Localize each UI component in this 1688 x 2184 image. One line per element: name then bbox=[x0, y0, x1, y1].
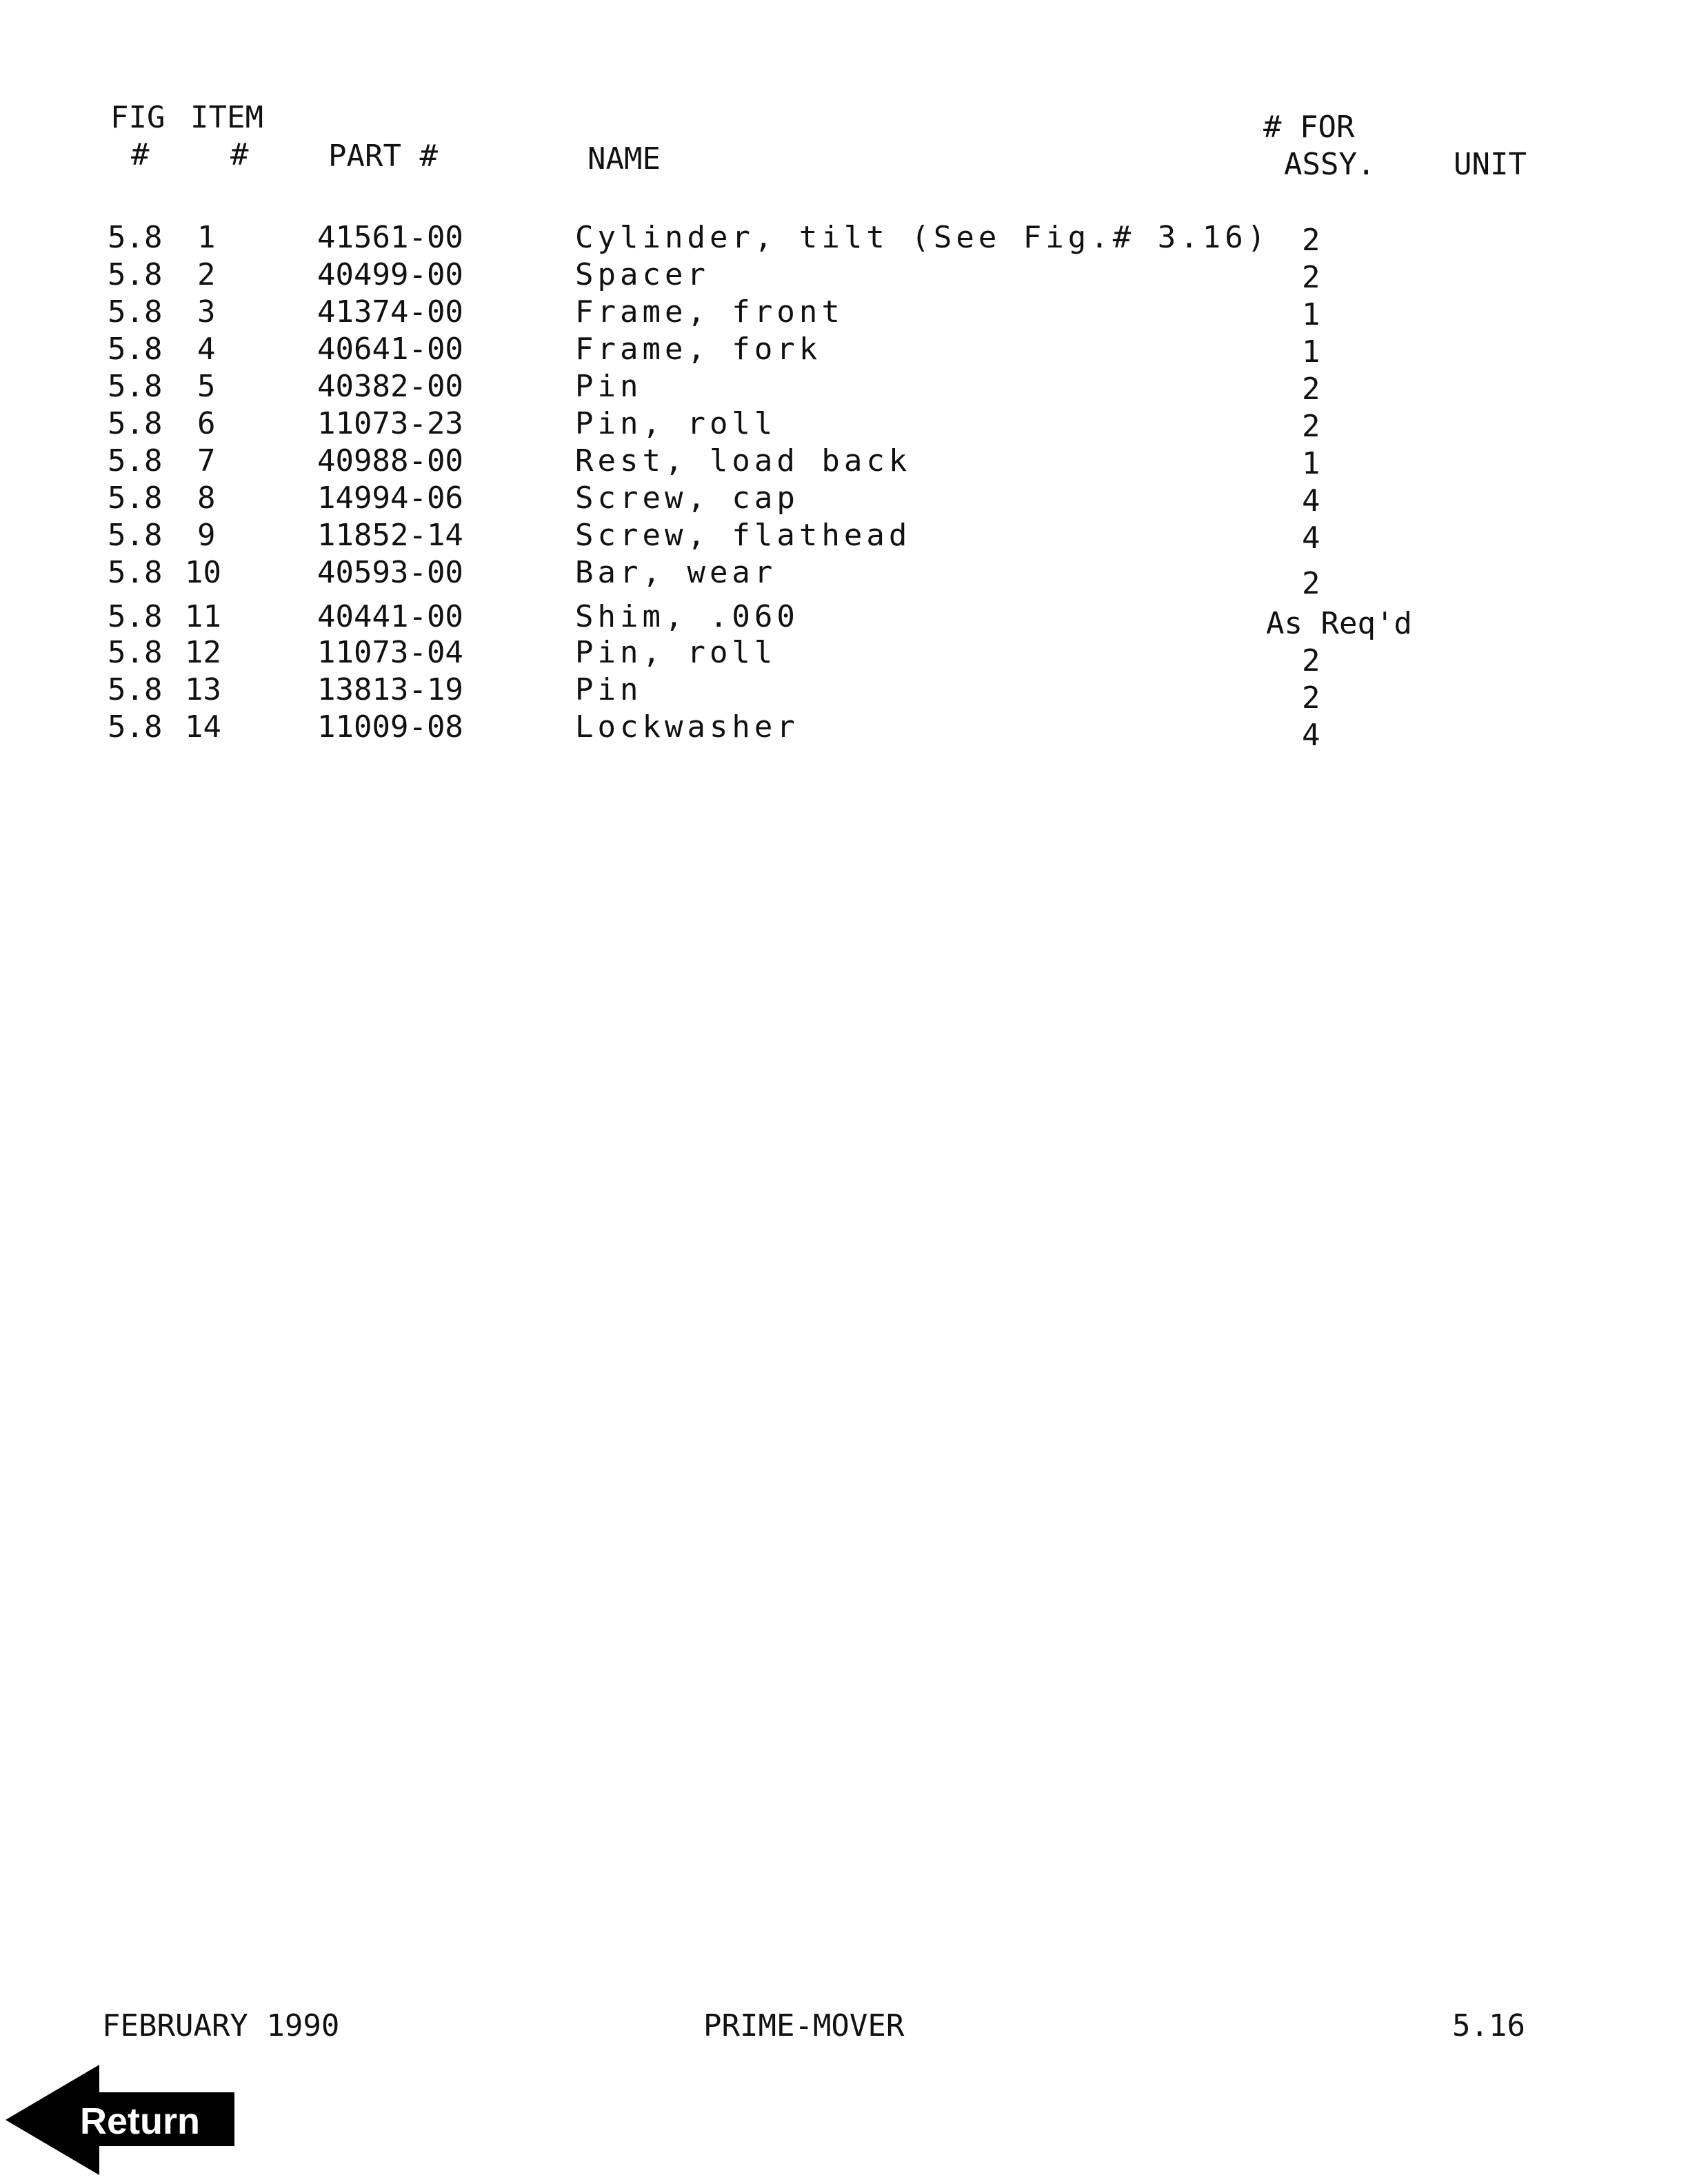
part-number: 40382-00 bbox=[317, 369, 463, 404]
header-item-label: ITEM bbox=[190, 100, 263, 135]
quantity-per-assembly: 4 bbox=[1302, 483, 1320, 518]
quantity-per-assembly: As Req'd bbox=[1266, 606, 1412, 641]
return-button[interactable] bbox=[6, 2065, 240, 2175]
part-number: 11852-14 bbox=[317, 518, 463, 553]
quantity-per-assembly: 2 bbox=[1302, 260, 1320, 295]
item-number: 13 bbox=[185, 672, 221, 707]
quantity-per-assembly: 2 bbox=[1302, 680, 1320, 716]
footer-page-number: 5.16 bbox=[1452, 2008, 1525, 2043]
part-name: Pin bbox=[575, 369, 643, 404]
fig-number: 5.8 bbox=[108, 518, 163, 553]
footer-title: PRIME-MOVER bbox=[703, 2008, 905, 2043]
quantity-per-assembly: 4 bbox=[1302, 520, 1320, 556]
header-fig-number-sign: # bbox=[131, 137, 150, 172]
part-name: Frame, fork bbox=[575, 332, 822, 367]
header-fig-label: FIG bbox=[110, 100, 165, 135]
fig-number: 5.8 bbox=[108, 406, 163, 441]
header-name: NAME bbox=[587, 141, 661, 176]
fig-number: 5.8 bbox=[108, 220, 163, 255]
fig-number: 5.8 bbox=[108, 555, 163, 590]
header-assy-label: ASSY. bbox=[1284, 147, 1376, 182]
fig-number: 5.8 bbox=[108, 709, 163, 745]
item-number: 12 bbox=[185, 635, 221, 670]
item-number: 2 bbox=[197, 257, 216, 292]
quantity-per-assembly: 1 bbox=[1302, 334, 1320, 370]
fig-number: 5.8 bbox=[108, 369, 163, 404]
fig-number: 5.8 bbox=[108, 257, 163, 292]
part-number: 40499-00 bbox=[317, 257, 463, 292]
part-name: Screw, cap bbox=[575, 481, 799, 516]
header-unit: UNIT bbox=[1454, 147, 1527, 182]
fig-number: 5.8 bbox=[108, 481, 163, 516]
part-name: Shim, .060 bbox=[575, 599, 799, 634]
quantity-per-assembly: 2 bbox=[1302, 643, 1320, 678]
item-number: 8 bbox=[197, 481, 216, 516]
part-name: Bar, wear bbox=[575, 555, 777, 590]
part-name: Rest, load back bbox=[575, 443, 912, 478]
part-number: 41561-00 bbox=[317, 220, 463, 255]
part-number: 14994-06 bbox=[317, 481, 463, 516]
part-number: 40641-00 bbox=[317, 332, 463, 367]
item-number: 6 bbox=[197, 406, 216, 441]
part-number: 40441-00 bbox=[317, 599, 463, 634]
header-item-number-sign: # bbox=[230, 137, 249, 172]
quantity-per-assembly: 2 bbox=[1302, 409, 1320, 444]
header-for-label: # FOR bbox=[1263, 110, 1355, 145]
quantity-per-assembly: 2 bbox=[1302, 566, 1320, 601]
part-name: Spacer bbox=[575, 257, 710, 292]
part-number: 40988-00 bbox=[317, 443, 463, 478]
item-number: 14 bbox=[185, 709, 221, 745]
part-name: Frame, front bbox=[575, 294, 844, 330]
part-name: Lockwasher bbox=[575, 709, 799, 745]
part-name: Pin bbox=[575, 672, 643, 707]
item-number: 9 bbox=[197, 518, 216, 553]
item-number: 3 bbox=[197, 294, 216, 330]
fig-number: 5.8 bbox=[108, 672, 163, 707]
part-number: 40593-00 bbox=[317, 555, 463, 590]
item-number: 11 bbox=[185, 599, 221, 634]
quantity-per-assembly: 2 bbox=[1302, 223, 1320, 258]
part-name: Pin, roll bbox=[575, 635, 777, 670]
item-number: 7 bbox=[197, 443, 216, 478]
quantity-per-assembly: 2 bbox=[1302, 372, 1320, 407]
fig-number: 5.8 bbox=[108, 332, 163, 367]
item-number: 10 bbox=[185, 555, 221, 590]
fig-number: 5.8 bbox=[108, 635, 163, 670]
quantity-per-assembly: 1 bbox=[1302, 297, 1320, 332]
fig-number: 5.8 bbox=[108, 443, 163, 478]
part-number: 11073-23 bbox=[317, 406, 463, 441]
fig-number: 5.8 bbox=[108, 599, 163, 634]
part-name: Screw, flathead bbox=[575, 518, 912, 553]
quantity-per-assembly: 1 bbox=[1302, 446, 1320, 481]
part-number: 13813-19 bbox=[317, 672, 463, 707]
part-name: Cylinder, tilt (See Fig.# 3.16) bbox=[575, 220, 1270, 255]
part-number: 11009-08 bbox=[317, 709, 463, 745]
item-number: 5 bbox=[197, 369, 216, 404]
part-number: 11073-04 bbox=[317, 635, 463, 670]
header-part-number: PART # bbox=[328, 139, 438, 174]
quantity-per-assembly: 4 bbox=[1302, 718, 1320, 753]
item-number: 4 bbox=[197, 332, 216, 367]
footer-date: FEBRUARY 1990 bbox=[102, 2008, 340, 2043]
part-number: 41374-00 bbox=[317, 294, 463, 330]
part-name: Pin, roll bbox=[575, 406, 777, 441]
fig-number: 5.8 bbox=[108, 294, 163, 330]
item-number: 1 bbox=[197, 220, 216, 255]
return-label: Return bbox=[80, 2101, 200, 2142]
